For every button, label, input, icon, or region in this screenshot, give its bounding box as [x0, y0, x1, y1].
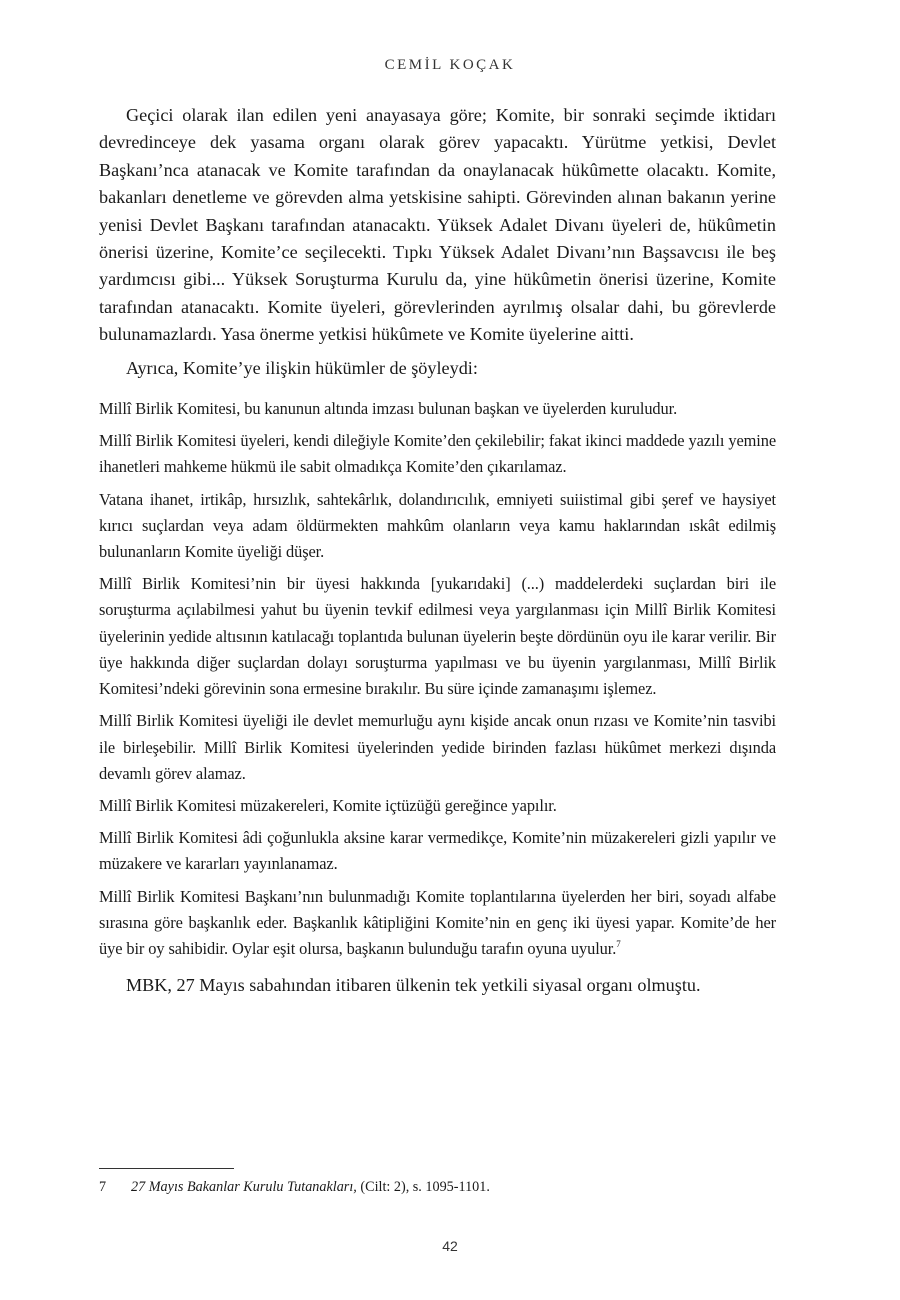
quote-paragraph: Vatana ihanet, irtikâp, hırsızlık, sahtekârlık, dolandırıcılık, emniyeti suiistimal gibi şeref ve haysiyet kırıcı suçlardan veya adam öldürmekten mahkûm olanların veya kamu haklarından ıskât edilmiş bulunanların Komite üyeliği düşer. [99, 489, 776, 562]
quote-paragraph [99, 884, 776, 963]
quote-paragraph: Millî Birlik Komitesi üyeliği ile devlet memurluğu aynı kişide ancak onun rızası ve Komite’nin tasvibi ile birleşebilir. Millî Birlik Komitesi üyelerinden yedide birinden fazlası hükûmet merkezi dışında devamlı görev alamaz. [99, 711, 776, 783]
quote-paragraph: Millî Birlik Komitesi müzakereleri, Komite içtüzüğü gereğince yapılır. [99, 795, 557, 815]
footnote-source-details: (Cilt: 2), s. 1095-1101. [356, 1179, 490, 1195]
footnote-number: 7 [99, 1179, 107, 1195]
running-head: CEMİL KOÇAK [384, 57, 516, 73]
closing-paragraph: MBK, 27 Mayıs sabahından itibaren ülkenin tek yetkili siyasal organı olmuştu. [126, 975, 701, 996]
quote-paragraph: Millî Birlik Komitesi âdi çoğunlukla aksine karar vermedikçe, Komite’nin müzakereleri gizli yapılır ve müzakere ve kararları yayınlanamaz. [99, 828, 776, 874]
footnote-source-title: 27 Mayıs Bakanlar Kurulu Tutanakları, [131, 1179, 357, 1195]
footnote [99, 1177, 776, 1197]
quote-paragraph-text: Millî Birlik Komitesi Başkanı’nın bulunmadığı Komite toplantılarına üyelerden her biri, soyadı alfabe sırasına göre başkanlık eder. Başkanlık kâtipliğini Komite’nin en genç iki üyesi yapar. Komite’de her üye bir oy sahibidir. Oylar eşit olursa, başkanın bulunduğu tarafın oyuna uyulur. [99, 886, 776, 958]
quote-paragraph: Millî Birlik Komitesi, bu kanunun altında imzası bulunan başkan ve üyelerden kuruludur. [99, 399, 678, 419]
quote-paragraph: Millî Birlik Komitesi üyeleri, kendi dileğiyle Komite’den çekilebilir; fakat ikinci maddede yazılı yemine ihanetleri mahkeme hükmü ile sabit olmadıkça Komite’den çıkarılamaz. [99, 431, 776, 477]
body-text [99, 102, 776, 1006]
paragraph: Ayrıca, Komite’ye ilişkin hükümler de şöyleydi: [126, 357, 478, 378]
paragraph: Geçici olarak ilan edilen yeni anayasaya göre; Komite, bir sonraki seçimde iktidarı devredinceye dek yasama organı olarak görev yapacaktı. Yürütme yetkisi, Devlet Başkanı’nca atanacak ve Komite tarafından da onaylanacak hükûmette olacaktı. Komite, bakanları denetleme ve görevden alma yetskisine sahipti. Görevinden alınan bakanın yerine yenisi Devlet Başkanı tarafından atanacaktı. Yüksek Adalet Divanı üyeleri de, hükûmetin önerisi üzerine, Komite’ce seçilecekti. Tıpkı Yüksek Adalet Divanı’nın Başsavcısı ile beş yardımcısı gibi... Yüksek Soruşturma Kurulu da, yine hükûmetin önerisi üzerine, Komite tarafından atanacaktı. Komite üyeleri, görevlerinden ayrılmış olsalar dahi, bu görevlerde bulunamazlardı. Yasa önerme yetkisi hükûmete ve Komite üyelerine aitti. [99, 105, 776, 345]
footnote-reference[interactable]: 7 [616, 938, 621, 949]
footnote-divider [99, 1168, 234, 1169]
page-number: 42 [442, 1238, 458, 1254]
block-quote [99, 396, 776, 962]
quote-paragraph: Millî Birlik Komitesi’nin bir üyesi hakkında [yukarıdaki] (...) maddelerdeki suçlardan biri ile soruşturma açılabilmesi yahut bu üyenin tevkif edilmesi veya yargılanması için Millî Birlik Komitesi üyelerinin yedide altısının katılacağı toplantıda bulunan üyelerin beşte dördünün oyu ile karar verilir. Bir üye hakkında diğer suçlardan dolayı soruşturma yapılması ve bu üyenin yargılanması, Millî Birlik Komitesi’ndeki görevinin sona ermesine bırakılır. Bu süre içinde zamanaşımı işlemez. [99, 574, 776, 699]
